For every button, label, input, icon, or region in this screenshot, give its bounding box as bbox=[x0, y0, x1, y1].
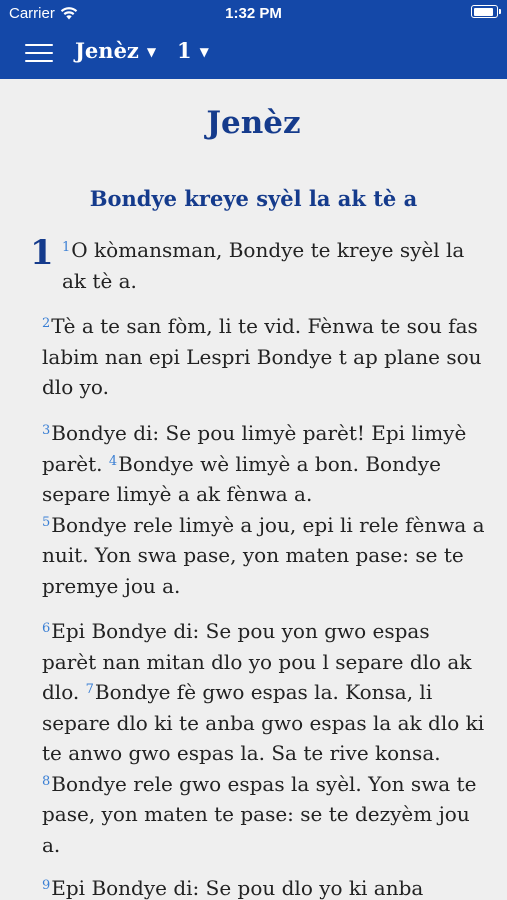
battery-fill bbox=[474, 8, 494, 16]
caret-down-icon: ▼ bbox=[146, 45, 157, 59]
verse-number[interactable]: 4 bbox=[108, 453, 118, 469]
book-selector-label: Jenèz bbox=[75, 38, 139, 63]
paragraph bbox=[30, 311, 485, 403]
carrier-label: Carrier bbox=[9, 5, 55, 22]
menu-line bbox=[25, 60, 53, 62]
menu-line bbox=[25, 52, 53, 54]
verse-number[interactable]: 8 bbox=[42, 773, 51, 789]
verse-text[interactable]: Bondye rele gwo espas la syèl. Yon swa te pase, yon maten te pase: se te dezyèm jou a. bbox=[42, 771, 477, 857]
verse-number[interactable]: 7 bbox=[85, 682, 94, 697]
chapter-selector[interactable] bbox=[177, 38, 209, 63]
verse-number[interactable]: 5 bbox=[42, 514, 51, 530]
nav-bar bbox=[0, 28, 507, 79]
status-bar bbox=[0, 0, 507, 28]
verse-number[interactable]: 9 bbox=[42, 878, 51, 893]
scripture-content[interactable] bbox=[0, 79, 507, 900]
verse-text[interactable]: O kòmansman, Bondye te kreye syèl la ak tè a. bbox=[62, 238, 465, 293]
verse-text[interactable]: Bondye wè limyè a bon. Bondye separe limyè a ak fènwa a. bbox=[42, 451, 441, 506]
verse-number[interactable]: 2 bbox=[42, 316, 51, 331]
verse-text[interactable]: Bondye rele limyè a jou, epi li rele fènwa a nuit. Yon swa pase, yon maten pase: se te premye jou a. bbox=[42, 512, 485, 598]
verse-text[interactable]: Tè a te san fòm, li te vid. Fènwa te sou fas labim nan epi Lespri Bondye t ap plane sou dlo yo. bbox=[42, 314, 482, 399]
paragraph bbox=[30, 418, 485, 601]
book-title: Jenèz bbox=[206, 105, 301, 141]
paragraph bbox=[62, 235, 482, 296]
chapter-number: 1 bbox=[30, 233, 54, 273]
verse-number[interactable]: 3 bbox=[42, 423, 51, 438]
book-selector[interactable] bbox=[75, 38, 156, 63]
verse-number[interactable]: 1 bbox=[62, 240, 71, 255]
chapter-selector-label: 1 bbox=[177, 38, 192, 63]
verse-text[interactable]: Bondye di: Se pou limyè parèt! Epi limyè parèt. bbox=[42, 421, 467, 476]
menu-line bbox=[25, 44, 53, 46]
verse-text[interactable]: Epi Bondye di: Se pou yon gwo espas parèt nan mitan dlo yo pou l separe dlo ak dlo. bbox=[42, 619, 472, 704]
status-right bbox=[471, 5, 498, 18]
paragraph bbox=[30, 873, 485, 900]
section-heading: Bondye kreye syèl la ak tè a bbox=[89, 186, 418, 211]
status-time: 1:32 PM bbox=[225, 5, 282, 22]
caret-down-icon: ▼ bbox=[199, 45, 209, 59]
verse-number[interactable]: 6 bbox=[42, 621, 51, 636]
hamburger-menu-icon[interactable] bbox=[25, 42, 53, 64]
verse-text[interactable]: Bondye fè gwo espas la. Konsa, li separe dlo ki te anba gwo espas la ak dlo ki te anwo gwo espas la. Sa te rive konsa. bbox=[42, 680, 485, 765]
verse-text[interactable]: Epi Bondye di: Se pou dlo yo ki anba bbox=[51, 876, 424, 900]
battery-icon bbox=[471, 5, 498, 18]
paragraph bbox=[30, 616, 485, 860]
